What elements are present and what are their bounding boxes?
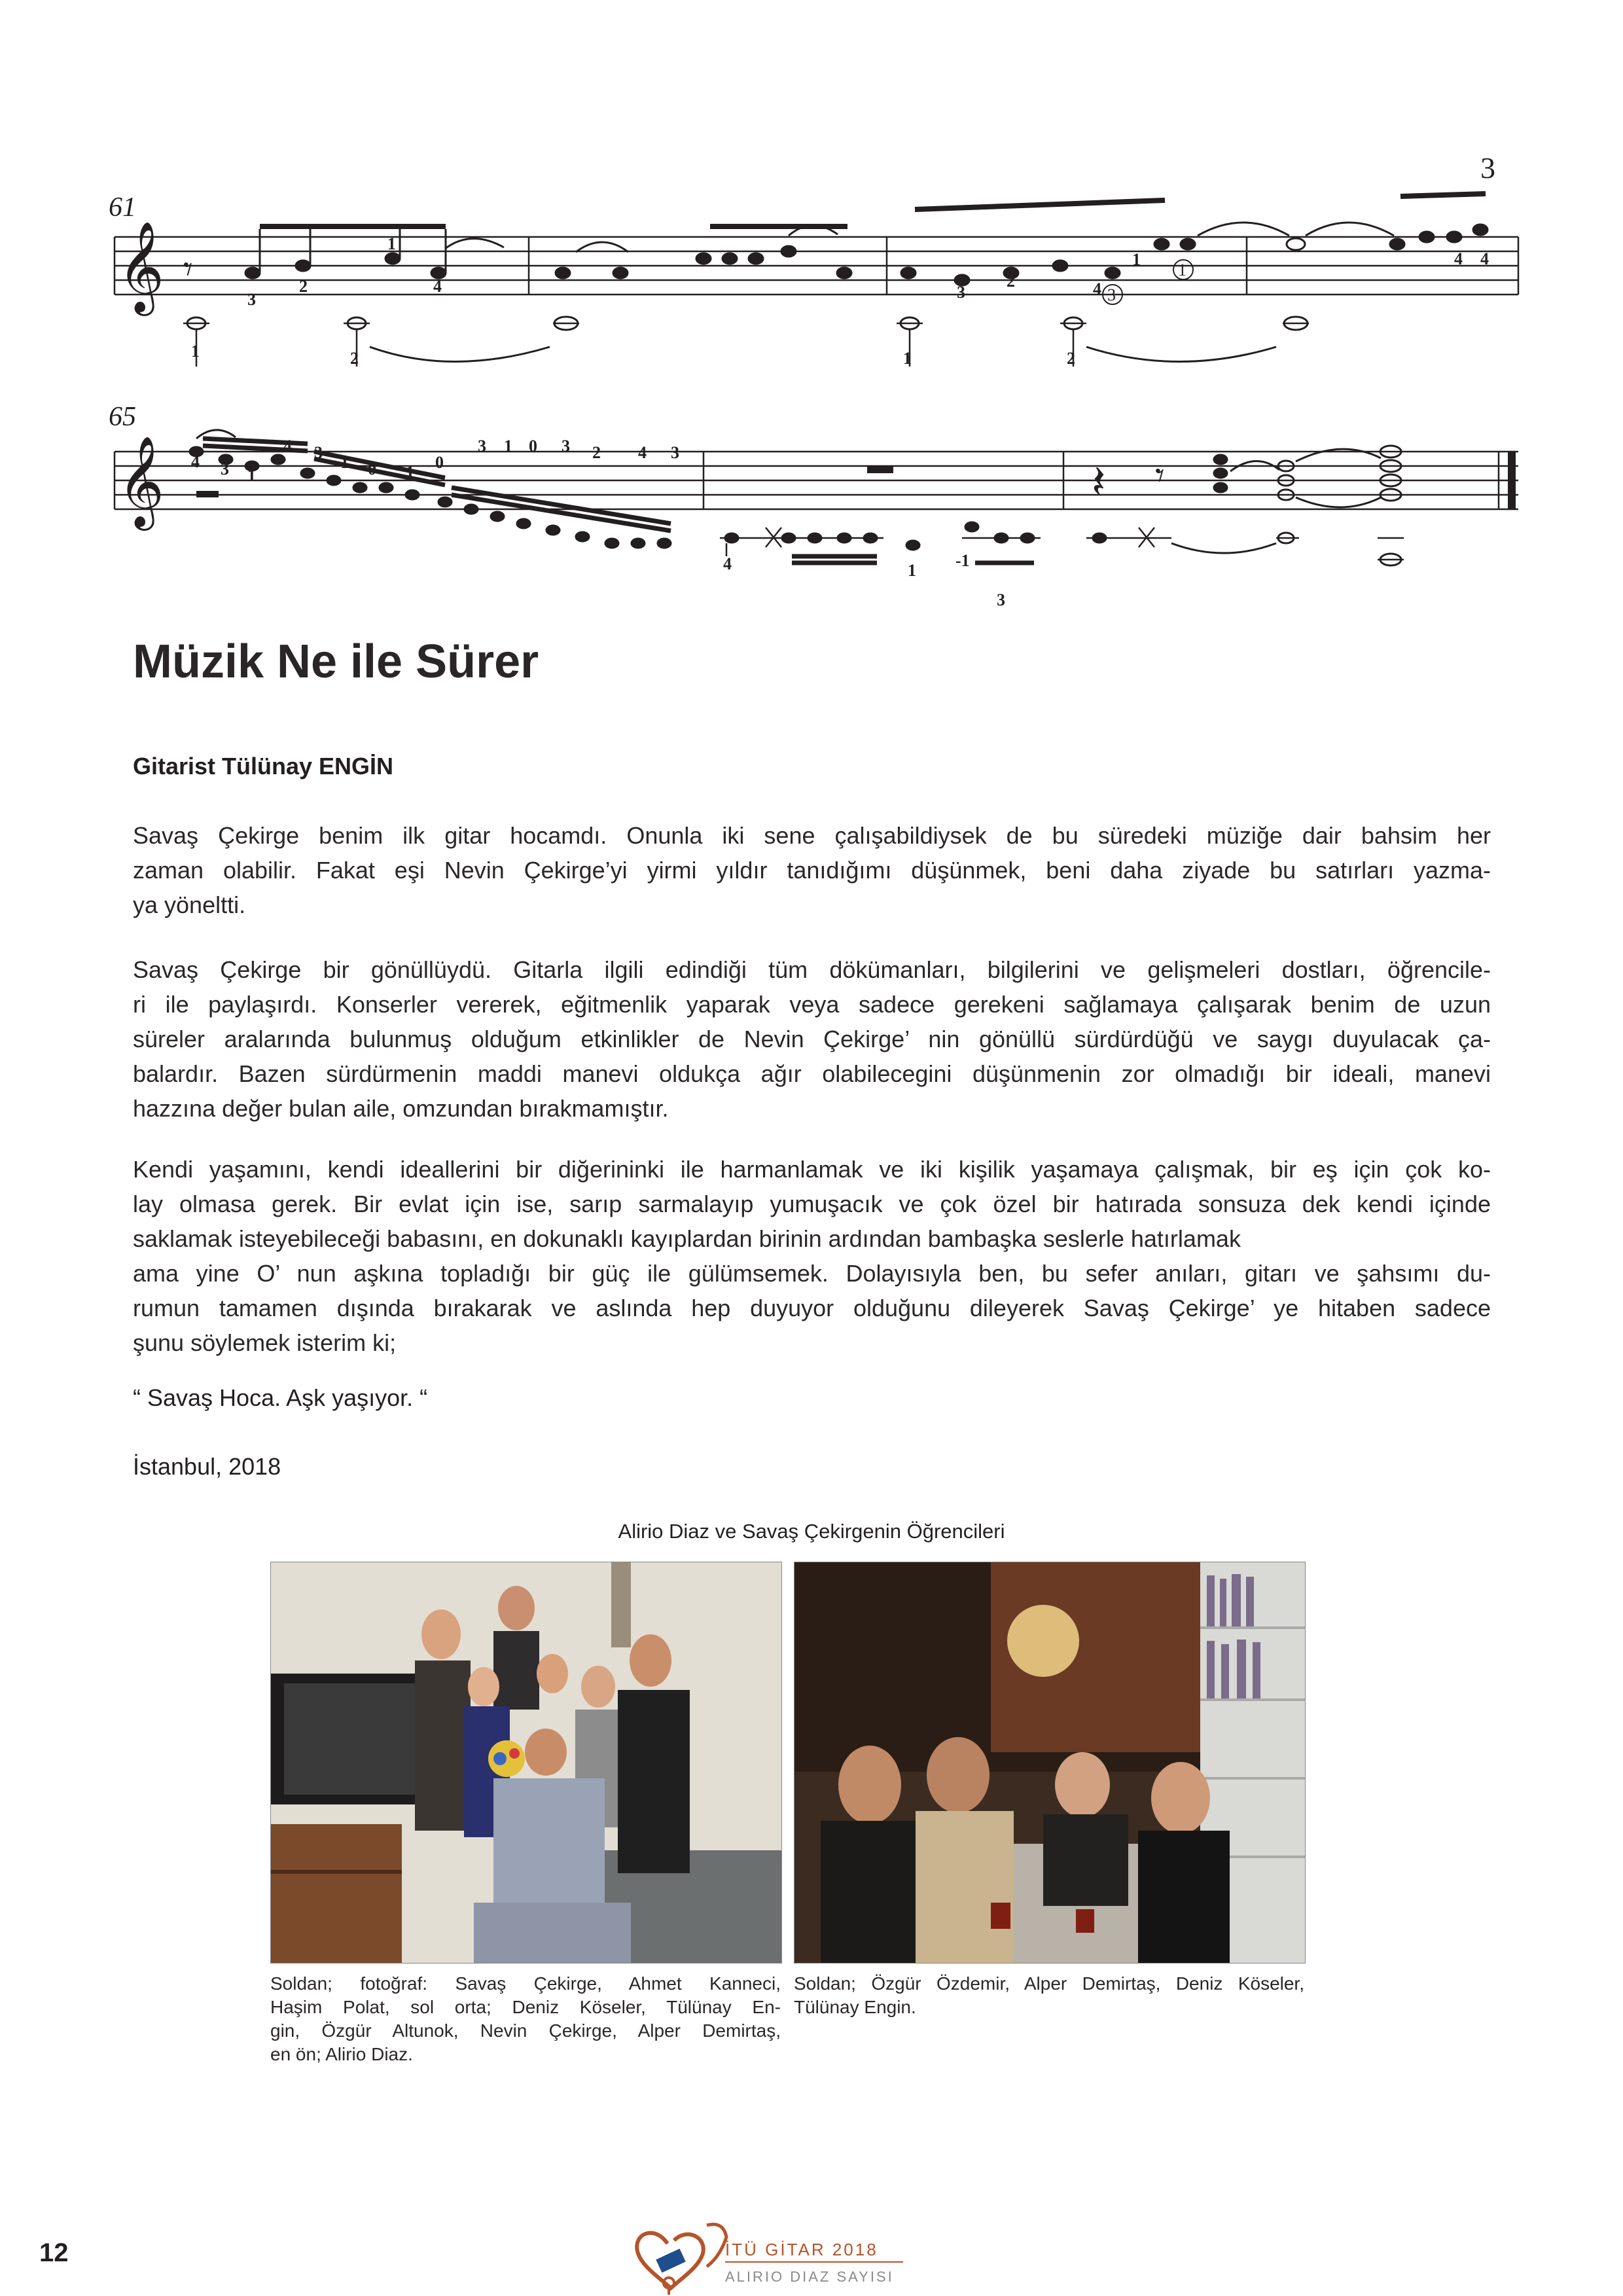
paragraph-1: [133, 818, 1491, 922]
closing-quote: “ Savaş Hoca. Aşk yaşıyor. “: [133, 1384, 428, 1411]
magazine-issue: ALIRIO DIAZ SAYISI: [725, 2269, 894, 2285]
fingering: 1: [191, 342, 200, 361]
article-author: Gitarist Tülünay ENGİN: [133, 753, 394, 780]
fingering: 0: [435, 453, 444, 472]
paragraph-2: [133, 952, 1491, 1126]
fingering: 1: [903, 349, 912, 368]
fingering: 4: [638, 443, 647, 462]
article-title: Müzik Ne ile Sürer: [133, 636, 539, 688]
text-line: Savaş Çekirge benim ilk gitar hocamdı. Onunla iki sene çalışabildiysek de bu süredeki müziğe dair bahsim her: [133, 822, 1491, 849]
caption-line: Soldan; fotoğraf: Savaş Çekirge, Ahmet Kanneci,: [270, 1973, 781, 1994]
fingering: -1: [955, 551, 970, 570]
string-number: 1: [1178, 260, 1186, 279]
fingering: 3: [478, 437, 486, 456]
fingering: 2: [1067, 349, 1075, 368]
caption-line: gin, Özgür Altunok, Nevin Çekirge, Alper Demirtaş,: [270, 2020, 781, 2041]
fingering: 4: [1480, 249, 1489, 268]
text-line: ama yine O’ nun aşkına topladığı bir güç ile gülümsemek. Dolayısıyla ben, bu sefer anıları, gitarı ve şahsımı du-: [133, 1260, 1491, 1287]
magazine-logo: [628, 2217, 929, 2296]
text-line: lay olmasa gerek. Bir evlat için ise, sarıp sarmalayıp yumuşacık ve çok özel bir hatırada sonsuza dek kendi içinde: [133, 1191, 1491, 1217]
fingering: 1: [406, 463, 414, 482]
text-line: süreler aralarında bulunmuş olduğum etkinlikler de Nevin Çekirge’ nin gönüllü sürdürdüğü ve saygı duyulacak ça-: [133, 1026, 1491, 1052]
caption-line: Tülünay Engin.: [794, 1997, 916, 2017]
caption-line: Soldan; Özgür Özdemir, Alper Demirtaş, Deniz Köseler,: [794, 1973, 1304, 1994]
svg-text:𝄽: 𝄽: [1092, 457, 1106, 508]
fingering: 0: [368, 459, 376, 478]
guitar-heart-icon: [637, 2224, 726, 2295]
fingering: 2: [350, 349, 359, 368]
fingering: 3: [247, 290, 256, 309]
fingering: 3: [221, 459, 229, 478]
photo-caption-left: [270, 1972, 781, 2066]
fingering: 4: [283, 437, 292, 456]
fingering: 4: [191, 452, 200, 471]
fingering: 3: [957, 283, 965, 302]
fingering: 1: [247, 466, 256, 485]
fingering: 0: [529, 437, 537, 456]
fingering: 4: [1093, 279, 1101, 298]
text-line: ya yöneltti.: [133, 891, 246, 918]
measure-number-65: 65: [109, 402, 136, 432]
fingering: 1: [1132, 250, 1141, 269]
text-line: Kendi yaşamını, kendi ideallerini bir diğerininki ile harmanlamak ve iki kişilik yaşamaya çalışmak, bir eş için çok ko-: [133, 1156, 1491, 1183]
fingering: 4: [723, 554, 732, 573]
page-marker: 3: [1480, 151, 1495, 185]
text-line: balardır. Bazen sürdürmenin maddi manevi oldukça ağır olabilecegini düşünmenin zor olmadığı bir ideali, manevi: [133, 1060, 1491, 1087]
text-line: rumun tamamen dışında bırakarak ve aslında hep duyuyor olduğunu dileyerek Savaş Çekirge’ ye hitaben sadece: [133, 1295, 1491, 1321]
text-line: hazzına değer bulan aile, omzundan bırakmamıştır.: [133, 1095, 669, 1122]
group-photo-left: [270, 1562, 782, 1964]
magazine-title: İTÜ GİTAR 2018: [725, 2240, 878, 2259]
fingering: 4: [1454, 249, 1463, 268]
fingering: 1: [504, 437, 512, 456]
fingering: 3: [997, 590, 1005, 609]
photo-caption-right: [794, 1972, 1304, 2019]
text-line: şunu söylemek isterim ki;: [133, 1329, 397, 1356]
fingering: 2: [592, 443, 601, 462]
page-number: 12: [39, 2238, 69, 2267]
paragraph-3: [133, 1152, 1491, 1360]
fingering: 3: [671, 443, 679, 462]
measure-number-61: 61: [109, 192, 136, 223]
caption-line: en ön; Alirio Diaz.: [270, 2044, 413, 2064]
text-line: Savaş Çekirge bir gönüllüydü. Gitarla ilgili edindiği tüm dökümanları, bilgilerini ve gelişmeleri dostları, öğrencile-: [133, 956, 1491, 983]
text-line: ri ile paylaşırdı. Konserler vererek, eğitmenlik yaparak veya sadece gerekeni sağlamaya çalışarak benim de uzun: [133, 991, 1491, 1018]
group-photo-right: [794, 1562, 1306, 1964]
text-line: saklamak isteyebileceği babasını, en dokunaklı kayıplardan birinin ardından bambaşka seslerle hatırlamak: [133, 1225, 1241, 1252]
text-line: zaman olabilir. Fakat eşi Nevin Çekirge’yi yirmi yıldır tanıdığımı düşünmek, beni daha ziyade bu satırları yazma-: [133, 857, 1491, 884]
fingering: 1: [387, 234, 396, 253]
svg-text:𝄾: 𝄾: [183, 249, 193, 289]
caption-line: Haşim Polat, sol orta; Deniz Köseler, Tülünay En-: [270, 1997, 781, 2017]
string-number: 3: [1107, 285, 1116, 304]
photos-heading: Alirio Diaz ve Savaş Çekirgenin Öğrencileri: [618, 1520, 1005, 1543]
fingering: 3: [562, 437, 570, 456]
svg-text:𝄞: 𝄞: [118, 223, 164, 310]
music-score: [0, 0, 1623, 628]
svg-text:𝄾: 𝄾: [1155, 456, 1165, 495]
place-date: İstanbul, 2018: [133, 1453, 281, 1480]
fingering: 1: [340, 453, 349, 472]
fingering: 1: [908, 561, 916, 580]
fingering: 3: [314, 443, 323, 462]
fingering: 2: [299, 277, 308, 296]
svg-text:𝄞: 𝄞: [118, 438, 164, 525]
fingering: 2: [1007, 272, 1015, 291]
fingering: 4: [433, 277, 442, 296]
